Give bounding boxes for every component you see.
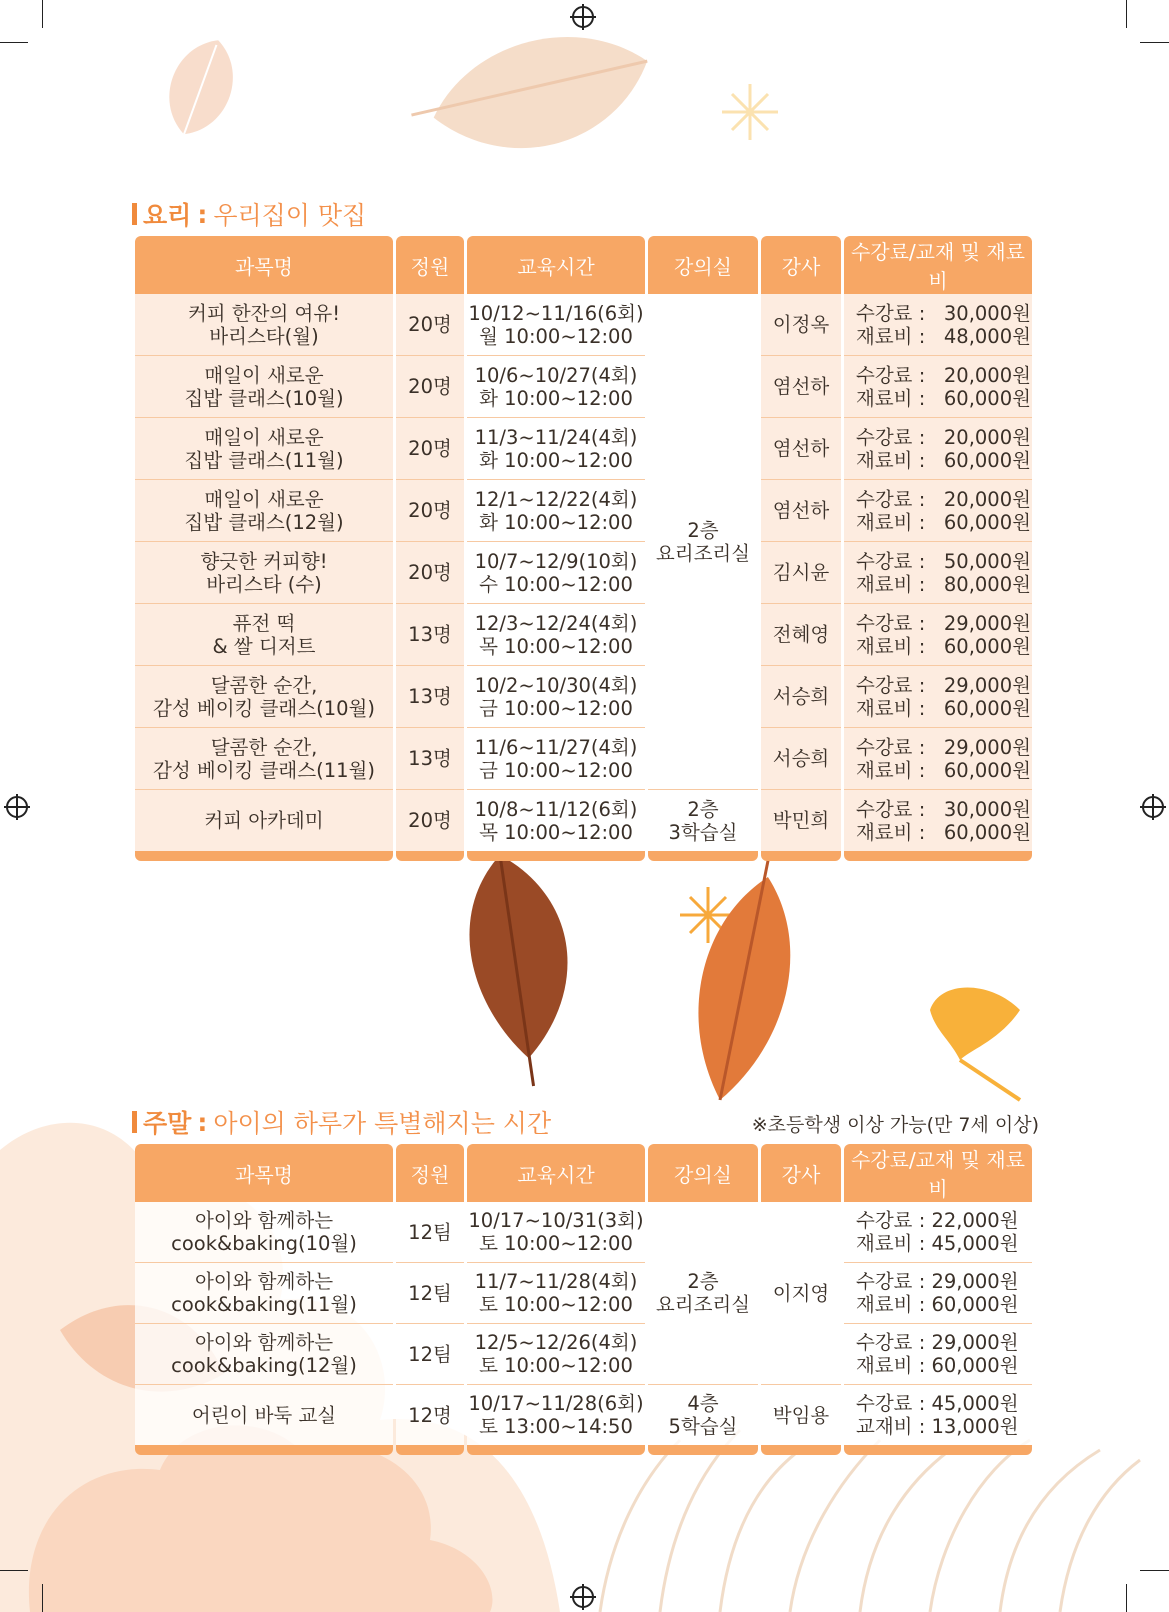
capacity-cell: 12명 (396, 1385, 464, 1445)
instructor-cell: 염선하 (761, 356, 841, 418)
line-1: 4층 (687, 1392, 719, 1415)
line-1: 2층 (687, 1270, 719, 1293)
course-name-cell (135, 790, 393, 851)
line-2: 화 10:00~12:00 (479, 448, 633, 472)
table-footer-cell (396, 1445, 464, 1455)
line-1: 수강료 : 29,000원 (856, 611, 1031, 635)
line-1: 매일이 새로운 (204, 425, 324, 449)
line-2: 5학습실 (668, 1415, 738, 1438)
line-2: 교재비 : 13,000원 (856, 1415, 1019, 1438)
section-category: 요리 (143, 201, 192, 230)
room-cell (648, 1385, 758, 1445)
fee-cell (844, 728, 1032, 790)
capacity-cell: 13명 (396, 728, 464, 790)
table-row (135, 1263, 1032, 1324)
schedule-cell (467, 356, 645, 418)
line-1: 10/2~10/30(4회) (474, 673, 638, 697)
capacity-cell: 20명 (396, 790, 464, 851)
crop-mark (1140, 1570, 1169, 1571)
course-name-cell (135, 604, 393, 666)
ginkgo-leaf-icon (930, 988, 1020, 1101)
capacity-cell: 20명 (396, 418, 464, 480)
sparkle-icon (722, 84, 778, 140)
course-name-cell (135, 1263, 393, 1324)
table-row (135, 480, 1032, 542)
schedule-cell (467, 294, 645, 356)
line-2: cook&baking(10월) (171, 1232, 357, 1255)
registration-mark-icon (6, 796, 28, 818)
registration-mark-icon (572, 6, 594, 28)
capacity-cell: 12팀 (396, 1202, 464, 1263)
crop-mark (1126, 0, 1127, 28)
instructor-cell: 박민희 (761, 790, 841, 851)
line-2: 재료비 : 60,000원 (856, 634, 1031, 658)
table-footer-cell (396, 851, 464, 861)
instructor-cell: 이정옥 (761, 294, 841, 356)
line-1: 수강료 : 20,000원 (856, 425, 1031, 449)
line-2: 집밥 클래스(10월) (184, 386, 344, 410)
fee-cell (844, 1324, 1032, 1385)
capacity-cell: 20명 (396, 480, 464, 542)
room-cell (648, 790, 758, 851)
table-header-row (135, 1144, 1032, 1202)
line-2: 재료비 : 45,000원 (856, 1232, 1019, 1255)
line-2: 재료비 : 48,000원 (856, 324, 1031, 348)
fee-cell (844, 1202, 1032, 1263)
age-note: ※초등학생 이상 가능(만 7세 이상) (751, 1114, 1039, 1136)
leaf-icon (156, 30, 247, 144)
course-name-cell (135, 1202, 393, 1263)
leaf-icon (402, 854, 632, 1086)
line-1: 수강료 : 29,000원 (856, 1331, 1019, 1354)
section-subtitle: 아이의 하루가 특별해지는 시간 (213, 1109, 552, 1138)
crop-mark (1126, 1584, 1127, 1612)
weekend-section-title (132, 1104, 551, 1140)
header-course: 과목명 (135, 1144, 393, 1202)
instructor-cell: 박임용 (761, 1385, 841, 1445)
line-1: 아이와 함께하는 (194, 1270, 334, 1293)
table-footer-row (135, 1445, 1032, 1455)
line-1: 커피 아카데미 (204, 809, 324, 832)
crop-mark (1140, 42, 1169, 43)
line-1: 어린이 바둑 교실 (191, 1403, 337, 1427)
line-1: 수강료 : 22,000원 (856, 1209, 1019, 1232)
line-1: 2층 (687, 518, 719, 542)
schedule-cell (467, 790, 645, 851)
instructor-cell: 염선하 (761, 480, 841, 542)
line-2: 목 10:00~12:00 (479, 634, 633, 658)
table-row (135, 604, 1032, 666)
schedule-cell (467, 1202, 645, 1263)
cooking-section-title (132, 196, 366, 232)
line-1: 퓨전 떡 (232, 611, 296, 635)
line-2: 감성 베이킹 클래스(11월) (153, 758, 375, 782)
line-1: 수강료 : 29,000원 (856, 673, 1031, 697)
instructor-cell: 서승희 (761, 666, 841, 728)
fee-cell (844, 1385, 1032, 1445)
capacity-cell: 12팀 (396, 1263, 464, 1324)
crop-mark (0, 1570, 28, 1571)
table-row (135, 790, 1032, 851)
line-2: 감성 베이킹 클래스(10월) (153, 696, 375, 720)
header-course: 과목명 (135, 236, 393, 294)
header-time: 교육시간 (467, 1144, 645, 1202)
line-2: cook&baking(12월) (171, 1354, 357, 1377)
line-2: 집밥 클래스(12월) (184, 510, 344, 534)
fee-cell (844, 356, 1032, 418)
table-row (135, 1202, 1032, 1263)
instructor-cell: 이지영 (761, 1202, 841, 1385)
schedule-cell (467, 604, 645, 666)
header-instructor: 강사 (761, 236, 841, 294)
line-2: 재료비 : 60,000원 (856, 386, 1031, 410)
crop-mark (0, 42, 28, 43)
line-2: 목 10:00~12:00 (479, 820, 633, 844)
course-name-cell (135, 542, 393, 604)
line-1: 아이와 함께하는 (194, 1331, 334, 1354)
capacity-cell: 20명 (396, 356, 464, 418)
course-name-cell (135, 1324, 393, 1385)
line-1: 11/7~11/28(4회) (474, 1270, 638, 1293)
leaf-icon (401, 5, 663, 187)
table-row (135, 666, 1032, 728)
table-footer-cell (648, 851, 758, 861)
line-1: 향긋한 커피향! (200, 549, 328, 573)
line-2: & 쌀 디저트 (212, 634, 316, 658)
line-2: 요리조리실 (655, 1293, 751, 1316)
line-1: 커피 한잔의 여유! (187, 301, 341, 325)
line-1: 12/1~12/22(4회) (474, 487, 638, 511)
schedule-cell (467, 418, 645, 480)
capacity-cell: 13명 (396, 604, 464, 666)
instructor-cell: 김시윤 (761, 542, 841, 604)
instructor-cell: 전혜영 (761, 604, 841, 666)
fee-cell (844, 418, 1032, 480)
table-footer-row (135, 851, 1032, 861)
cooking-course-table (132, 236, 1035, 861)
line-1: 10/6~10/27(4회) (474, 363, 638, 387)
line-1: 11/3~11/24(4회) (474, 425, 638, 449)
line-1: 10/7~12/9(10회) (474, 549, 638, 573)
table-footer-cell (467, 1445, 645, 1455)
crop-mark (42, 0, 43, 28)
line-2: 수 10:00~12:00 (479, 572, 633, 596)
fee-cell (844, 790, 1032, 851)
course-name-cell (135, 728, 393, 790)
weekend-course-table (132, 1144, 1035, 1455)
line-1: 수강료 : 29,000원 (856, 735, 1031, 759)
section-colon: : (197, 1107, 208, 1137)
line-1: 수강료 : 50,000원 (856, 549, 1031, 573)
course-name-cell (135, 666, 393, 728)
line-2: 금 10:00~12:00 (479, 696, 633, 720)
table-row (135, 356, 1032, 418)
table-footer-cell (844, 851, 1032, 861)
course-name-cell (135, 1385, 393, 1445)
capacity-cell: 12팀 (396, 1324, 464, 1385)
header-capacity: 정원 (396, 236, 464, 294)
fee-cell (844, 604, 1032, 666)
table-footer-cell (648, 1445, 758, 1455)
table-footer-cell (467, 851, 645, 861)
section-category: 주말 (143, 1109, 192, 1138)
header-room: 강의실 (648, 236, 758, 294)
line-1: 달콤한 순간, (210, 735, 318, 759)
schedule-cell (467, 1324, 645, 1385)
fee-cell (844, 294, 1032, 356)
line-1: 10/8~11/12(6회) (474, 797, 638, 821)
schedule-cell (467, 666, 645, 728)
line-1: 수강료 : 20,000원 (856, 363, 1031, 387)
section-subtitle: 우리집이 맛집 (213, 201, 367, 230)
fee-cell (844, 542, 1032, 604)
line-1: 수강료 : 45,000원 (856, 1392, 1019, 1415)
line-2: 재료비 : 60,000원 (856, 510, 1031, 534)
section-colon: : (197, 199, 208, 229)
line-1: 아이와 함께하는 (194, 1209, 334, 1232)
line-2: 재료비 : 60,000원 (856, 448, 1031, 472)
line-2: 재료비 : 80,000원 (856, 572, 1031, 596)
line-2: 화 10:00~12:00 (479, 510, 633, 534)
table-footer-cell (761, 851, 841, 861)
line-2: 재료비 : 60,000원 (856, 758, 1031, 782)
line-2: 바리스타 (수) (206, 572, 322, 596)
line-1: 10/17~11/28(6회) (468, 1392, 644, 1415)
table-footer-cell (844, 1445, 1032, 1455)
line-2: cook&baking(11월) (171, 1293, 357, 1316)
line-1: 수강료 : 30,000원 (856, 797, 1031, 821)
table-row (135, 1385, 1032, 1445)
line-2: 요리조리실 (655, 541, 751, 565)
schedule-cell (467, 480, 645, 542)
capacity-cell: 13명 (396, 666, 464, 728)
header-fee: 수강료/교재 및 재료비 (844, 1144, 1032, 1202)
capacity-cell: 20명 (396, 542, 464, 604)
line-2: 재료비 : 60,000원 (856, 820, 1031, 844)
instructor-cell: 염선하 (761, 418, 841, 480)
header-room: 강의실 (648, 1144, 758, 1202)
registration-mark-icon (572, 1586, 594, 1608)
line-1: 달콤한 순간, (210, 673, 318, 697)
title-bar (132, 1111, 137, 1133)
table-header-row (135, 236, 1032, 294)
line-1: 수강료 : 30,000원 (856, 301, 1031, 325)
header-fee: 수강료/교재 및 재료비 (844, 236, 1032, 294)
grass-decoration (600, 1430, 1140, 1612)
fee-cell (844, 666, 1032, 728)
line-2: 토 13:00~14:50 (479, 1415, 633, 1438)
line-1: 2층 (687, 797, 719, 821)
room-cell (648, 1202, 758, 1385)
line-2: 집밥 클래스(11월) (184, 448, 344, 472)
line-2: 화 10:00~12:00 (479, 386, 633, 410)
line-1: 수강료 : 29,000원 (856, 1270, 1019, 1293)
table-row (135, 418, 1032, 480)
table-row (135, 294, 1032, 356)
line-1: 10/17~10/31(3회) (468, 1209, 644, 1232)
line-2: 월 10:00~12:00 (479, 324, 633, 348)
header-capacity: 정원 (396, 1144, 464, 1202)
course-name-cell (135, 356, 393, 418)
line-1: 11/6~11/27(4회) (474, 735, 638, 759)
leaf-icon (617, 849, 873, 1100)
line-2: 재료비 : 60,000원 (856, 1293, 1019, 1316)
line-1: 10/12~11/16(6회) (468, 301, 644, 325)
header-instructor: 강사 (761, 1144, 841, 1202)
line-2: 토 10:00~12:00 (479, 1354, 633, 1377)
fee-cell (844, 480, 1032, 542)
line-1: 12/5~12/26(4회) (474, 1331, 638, 1354)
room-cell (648, 294, 758, 790)
line-2: 금 10:00~12:00 (479, 758, 633, 782)
course-name-cell (135, 418, 393, 480)
line-2: 재료비 : 60,000원 (856, 696, 1031, 720)
instructor-cell: 서승희 (761, 728, 841, 790)
line-2: 바리스타(월) (209, 324, 319, 348)
line-1: 12/3~12/24(4회) (474, 611, 638, 635)
schedule-cell (467, 1385, 645, 1445)
fee-cell (844, 1263, 1032, 1324)
line-1: 매일이 새로운 (204, 487, 324, 511)
line-1: 매일이 새로운 (204, 363, 324, 387)
table-row (135, 728, 1032, 790)
table-footer-cell (135, 851, 393, 861)
line-2: 3학습실 (668, 820, 738, 844)
schedule-cell (467, 728, 645, 790)
course-name-cell (135, 480, 393, 542)
crop-mark (42, 1584, 43, 1612)
line-1: 수강료 : 20,000원 (856, 487, 1031, 511)
table-row (135, 1324, 1032, 1385)
course-name-cell (135, 294, 393, 356)
table-footer-cell (135, 1445, 393, 1455)
table-footer-cell (761, 1445, 841, 1455)
registration-mark-icon (1142, 796, 1164, 818)
table-row (135, 542, 1032, 604)
line-2: 토 10:00~12:00 (479, 1232, 633, 1255)
header-time: 교육시간 (467, 236, 645, 294)
schedule-cell (467, 542, 645, 604)
capacity-cell: 20명 (396, 294, 464, 356)
line-2: 재료비 : 60,000원 (856, 1354, 1019, 1377)
title-bar (132, 203, 137, 225)
line-2: 토 10:00~12:00 (479, 1293, 633, 1316)
schedule-cell (467, 1263, 645, 1324)
